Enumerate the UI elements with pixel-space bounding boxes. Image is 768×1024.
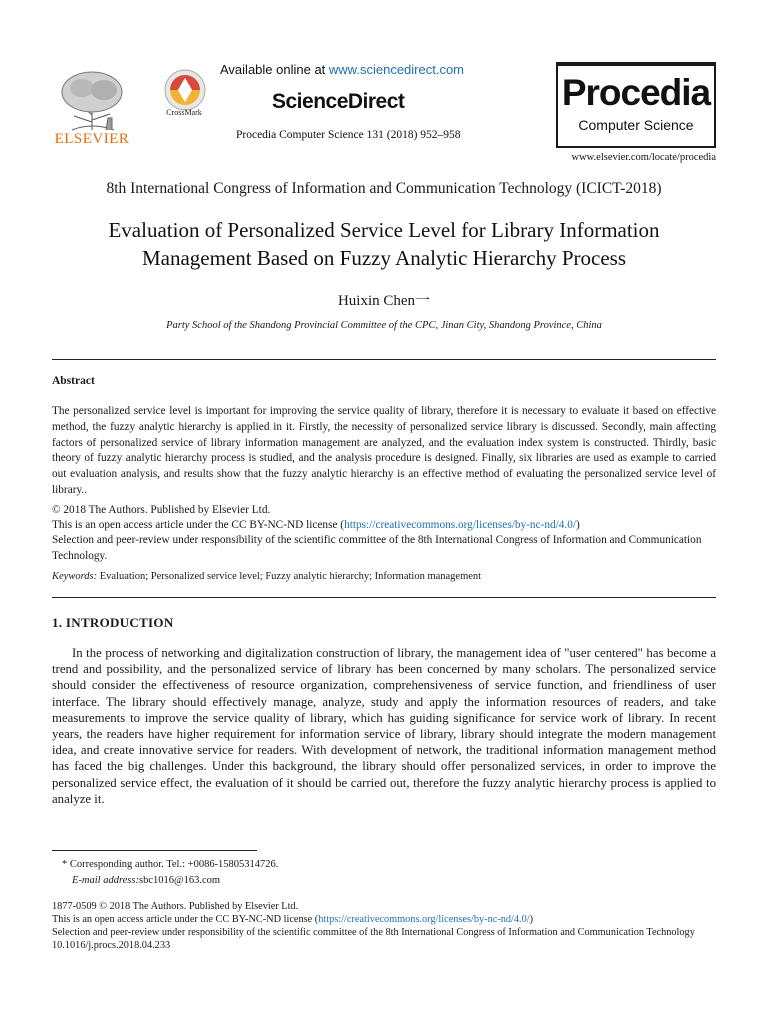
email-address[interactable]: sbc1016@163.com — [138, 875, 221, 886]
abstract-license-prefix: This is an open access article under the CC BY-NC-ND license ( — [52, 519, 345, 532]
footnote-divider — [52, 850, 257, 851]
footer-license-link[interactable]: https://creativecommons.org/licenses/by-nc-nd/4.0/ — [318, 914, 530, 925]
procedia-logo-subtitle: Computer Science — [578, 117, 694, 133]
available-online-line — [220, 62, 464, 77]
author-name: Huixin Chen一 — [337, 293, 431, 309]
abstract-license-link[interactable]: https://creativecommons.org/licenses/by-nc-nd/4.0/ — [344, 519, 577, 532]
introduction-heading: 1. INTRODUCTION — [52, 615, 174, 630]
conference-name: 8th International Congress of Information and Communication Technology (ICICT-2018) — [106, 180, 662, 197]
sciencedirect-link[interactable]: www.sciencedirect.com — [328, 62, 465, 77]
paper-title-line-2: Management Based on Fuzzy Analytic Hierarchy Process — [141, 246, 627, 270]
abstract-copyright: © 2018 The Authors. Published by Elsevier Ltd. — [52, 504, 271, 516]
abstract-peer-review: Selection and peer-review under responsibility of the scientific committee of the 8th International Congress of Information and Communication Technology. — [52, 534, 702, 562]
paper-title-line-1: Evaluation of Personalized Service Level for Library Information — [108, 218, 660, 242]
footer-doi[interactable]: 10.1016/j.procs.2018.04.233 — [52, 940, 171, 951]
footer-issn: 1877-0509 © 2018 The Authors. Published by Elsevier Ltd. — [52, 901, 299, 912]
footer-peer-review: Selection and peer-review under responsibility of the scientific committee of the 8th International Congress of Information and Communication Technology — [52, 927, 695, 938]
email-line — [72, 875, 220, 886]
journal-homepage-link[interactable]: www.elsevier.com/locate/procedia — [571, 152, 716, 163]
email-label: E-mail address: — [72, 875, 139, 886]
sciencedirect-wordmark: ScienceDirect — [272, 90, 405, 113]
footer-license-suffix: ) — [529, 914, 534, 925]
elsevier-wordmark: ELSEVIER — [54, 131, 130, 147]
divider-bottom — [52, 597, 716, 598]
introduction-text: In the process of networking and digitalization construction of library, the management idea of "user centered" has become a trend and possibility, and the personalized service of library has been concerned by many scholars. The personalized service should consider the effectiveness of resource organization, comprehensiveness of service function, and friendliness of user interface. The library should effectively manage, analyze, study and apply the information resources of readers, and take measurements to improve the service quality of library, which has guiding significance for service work of library. In recent years, the readers have higher requirement for information service of library, library should integrate the modern management idea, and create innovative service for readers. With development of network, the traditional information management method has faced the big challenges. Under this background, the library should offer personalized services, in order to improve the personalized service effect, the evaluation of it should be carried out, therefore the fuzzy analytic hierarchy process is applied to analyze it. — [52, 646, 716, 806]
keywords-label: Keywords: — [52, 571, 98, 582]
abstract-heading: Abstract — [52, 375, 95, 387]
keywords-line — [52, 571, 716, 582]
procedia-logo-title: Procedia — [561, 72, 711, 113]
abstract-license — [52, 518, 716, 533]
crossmark-label: CrossMark — [166, 108, 202, 117]
abstract-text: The personalized service level is important for improving the service quality of library, therefore it is necessary to evaluate it based on effective method, the fuzzy analytic hierarchy is applied in it. Firstly, the necessity of personalized service library is discussed. Secondly, main affecting factors of personalized service of library information management are analyzed, and the evaluation index system is constructed. Thirdly, basic theory of fuzzy analytic hierarchy process is studied, and the analysis procedure is designed. Finally, six libraries are used as example to carried out evaluation analysis, and results show that the fuzzy analytic hierarchy is an effective method of evaluating the personalized service level of library.. — [52, 405, 716, 496]
corresponding-author: * Corresponding author. Tel.: +0086-15805314726. — [62, 859, 279, 870]
divider-top — [52, 359, 716, 360]
paper-title — [60, 216, 708, 272]
abstract-license-suffix: ) — [576, 519, 580, 532]
footer-license — [52, 913, 716, 926]
footer-license-prefix: This is an open access article under the CC BY-NC-ND license ( — [52, 914, 319, 925]
author-affiliation: Party School of the Shandong Provincial Committee of the CPC, Jinan City, Shandong Province, China — [166, 320, 602, 331]
abstract-copyright-block — [52, 503, 716, 564]
keywords-text: Evaluation; Personalized service level; Fuzzy analytic hierarchy; Information management — [97, 571, 482, 582]
journal-reference: Procedia Computer Science 131 (2018) 952–958 — [236, 129, 461, 141]
available-prefix: Available online at — [220, 62, 329, 77]
footer-block — [52, 900, 716, 952]
